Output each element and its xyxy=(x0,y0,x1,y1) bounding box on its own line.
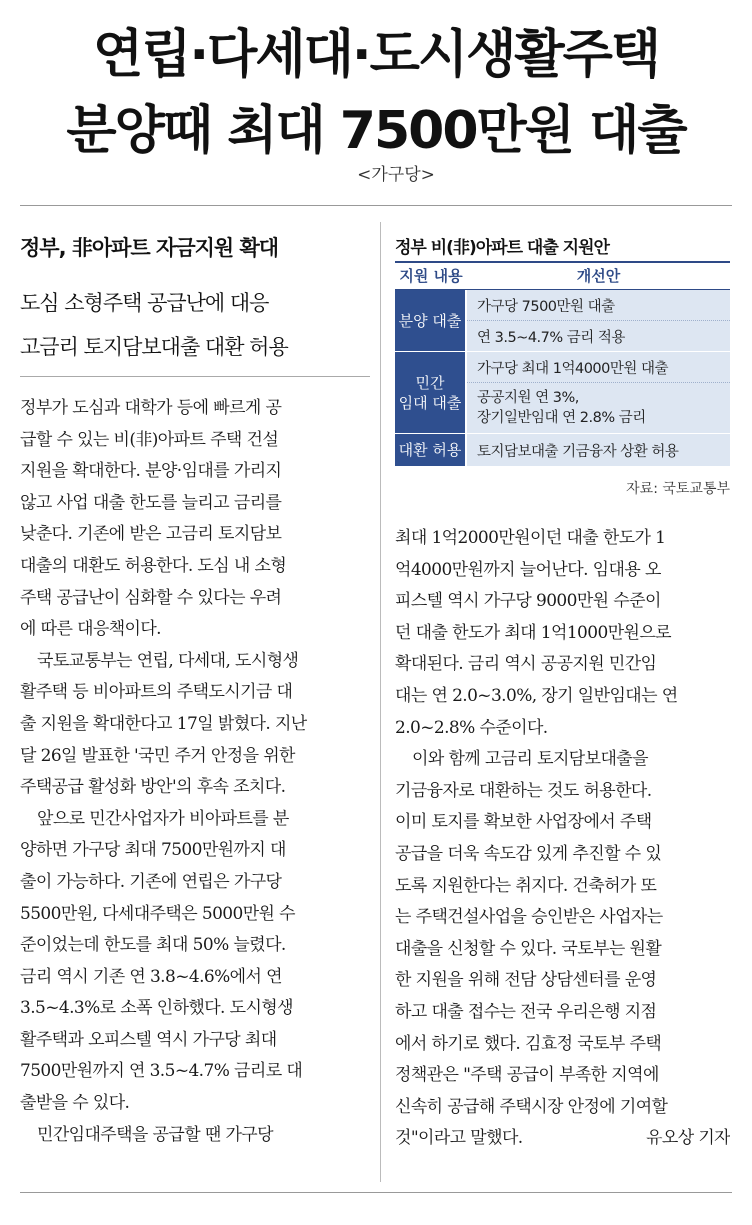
subhead-rule xyxy=(20,376,370,377)
table-header-col1: 지원 내용 xyxy=(399,267,463,285)
table-cell: 토지담보대출 기금융자 상환 허용 xyxy=(467,434,730,466)
body-text-line: 억4000만원까지 늘어난다. 임대용 오 xyxy=(395,559,661,580)
body-text-line: 이와 함께 고금리 토지담보대출을 xyxy=(412,749,648,770)
subhead-main: 정부, 非아파트 자금지원 확대 xyxy=(20,236,279,260)
body-text-line: 활주택과 오피스텔 역시 가구당 최대 xyxy=(20,1029,277,1050)
table-cell-line-1: 공공지원 연 3%, xyxy=(477,390,579,406)
body-text-line: 확대된다. 금리 역시 공공지원 민간임 xyxy=(395,654,657,675)
bottom-rule xyxy=(20,1192,732,1193)
body-text-line: 출 지원을 확대한다고 17일 밝혔다. 지난 xyxy=(20,713,307,734)
row-label-line-2: 임대 대출 xyxy=(398,393,462,412)
body-text-line: 대출의 대환도 허용한다. 도심 내 소형 xyxy=(20,555,287,576)
body-text-line: 3.5~4.3%로 소폭 인하했다. 도시형생 xyxy=(20,998,293,1019)
headline-line-2: 분양때 최대 7500만원 대출 xyxy=(66,101,686,161)
reporter-byline: 유오상 기자 xyxy=(646,1128,730,1149)
body-text-line: 도록 지원한다는 취지다. 건축허가 또 xyxy=(395,875,657,896)
body-text-line: 달 26일 발표한 '국민 주거 안정을 위한 xyxy=(20,745,295,766)
body-text-line: 기금융자로 대환하는 것도 허용한다. xyxy=(395,780,652,801)
body-text-line: 주택 공급난이 심화할 수 있다는 우려 xyxy=(20,587,282,608)
body-text-line: 정부가 도심과 대학가 등에 빠르게 공 xyxy=(20,398,282,418)
body-text-line: 낮춘다. 기존에 받은 고금리 토지담보 xyxy=(20,524,282,545)
body-text-line: 출받을 수 있다. xyxy=(20,1093,130,1114)
body-text-line: 금리 역시 기존 연 3.8~4.6%에서 연 xyxy=(20,966,282,987)
body-text-line: 대는 연 2.0~3.0%, 장기 일반임대는 연 xyxy=(395,685,678,706)
body-text-line: 최대 1억2000만원이던 대출 한도가 1 xyxy=(395,528,666,548)
closing-text: 것"이라고 말했다. xyxy=(395,1128,523,1149)
body-text-line: 5500만원, 다세대주택은 5000만원 수 xyxy=(20,903,295,924)
body-text-line: 준이었는데 한도를 최대 50% 늘렸다. xyxy=(20,935,286,956)
column-divider xyxy=(380,222,381,1182)
table-title: 정부 비(非)아파트 대출 지원안 xyxy=(395,238,609,258)
table-cell: 가구당 7500만원 대출 xyxy=(467,290,730,321)
body-text-line: 는 주택건설사업을 승인받은 사업자는 xyxy=(395,907,663,928)
table-cell: 연 3.5~4.7% 금리 적용 xyxy=(467,321,730,351)
body-text-line: 급할 수 있는 비(非)아파트 주택 건설 xyxy=(20,429,279,450)
body-text-line: 하고 대출 접수는 전국 우리은행 지점 xyxy=(395,1001,657,1022)
body-text-line: 대출을 신청할 수 있다. 국토부는 원활 xyxy=(395,938,662,959)
body-text-line: 국토교통부는 연립, 다세대, 도시형생 xyxy=(37,650,299,671)
row-label xyxy=(395,352,467,433)
subhead-line-2: 도심 소형주택 공급난에 대응 xyxy=(20,291,269,315)
body-text-line: 한 지원을 위해 전담 상담센터를 운영 xyxy=(395,970,657,991)
table-source: 자료: 국토교통부 xyxy=(626,481,730,497)
body-text-line: 던 대출 한도가 최대 1억1000만원으로 xyxy=(395,622,671,643)
table-cell xyxy=(467,383,730,433)
body-text-line: 에서 하기로 했다. 김효정 국토부 주택 xyxy=(395,1033,662,1054)
body-text-line: 지원을 확대한다. 분양·임대를 가리지 xyxy=(20,461,282,482)
body-text-line: 출이 가능하다. 기존에 연립은 가구당 xyxy=(20,871,282,892)
row-label: 대환 허용 xyxy=(395,434,467,466)
body-text-line: 2.0~2.8% 수준이다. xyxy=(395,717,548,738)
body-text-line: 앞으로 민간사업자가 비아파트를 분 xyxy=(37,808,289,829)
body-text-line: 공급을 더욱 속도감 있게 추진할 수 있 xyxy=(395,843,662,864)
body-text-line: 활주택 등 비아파트의 주택도시기금 대 xyxy=(20,682,293,703)
table-row xyxy=(395,290,730,352)
body-text-line: 정책관은 "주택 공급이 부족한 지역에 xyxy=(395,1065,659,1086)
body-text-line: 양하면 가구당 최대 7500만원까지 대 xyxy=(20,840,286,861)
article-left-column xyxy=(20,393,370,1151)
headline-line-1: 연립·다세대·도시생활주택 xyxy=(92,25,660,85)
body-text-line: 주택공급 활성화 방안'의 후속 조치다. xyxy=(20,777,286,798)
row-label-line-1: 민간 xyxy=(415,373,445,392)
body-text-line: 에 따른 대응책이다. xyxy=(20,619,161,640)
top-rule xyxy=(20,205,732,206)
table-row xyxy=(395,352,730,434)
body-text-line: 않고 사업 대출 한도를 늘리고 금리를 xyxy=(20,492,282,513)
loan-support-table xyxy=(395,261,730,467)
body-text-line: 이미 토지를 확보한 사업장에서 주택 xyxy=(395,812,652,833)
article-right-column xyxy=(395,523,730,1155)
body-text-line: 피스텔 역시 가구당 9000만원 수준이 xyxy=(395,591,661,612)
body-text-line xyxy=(395,1123,730,1155)
table-row xyxy=(395,434,730,467)
table-cell-line-2: 장기일반임대 연 2.8% 금리 xyxy=(477,410,646,426)
body-text-line: 민간임대주택을 공급할 땐 가구당 xyxy=(37,1124,273,1145)
body-text-line: 7500만원까지 연 3.5~4.7% 금리로 대 xyxy=(20,1061,303,1082)
subhead-line-3: 고금리 토지담보대출 대환 허용 xyxy=(20,335,288,359)
table-header xyxy=(395,261,730,290)
body-text-line: 신속히 공급해 주택시장 안정에 기여할 xyxy=(395,1096,668,1117)
table-cell: 가구당 최대 1억4000만원 대출 xyxy=(467,352,730,383)
headline-unit-note: <가구당> xyxy=(357,165,435,185)
row-label: 분양 대출 xyxy=(395,290,467,351)
table-header-col2: 개선안 xyxy=(576,267,621,285)
